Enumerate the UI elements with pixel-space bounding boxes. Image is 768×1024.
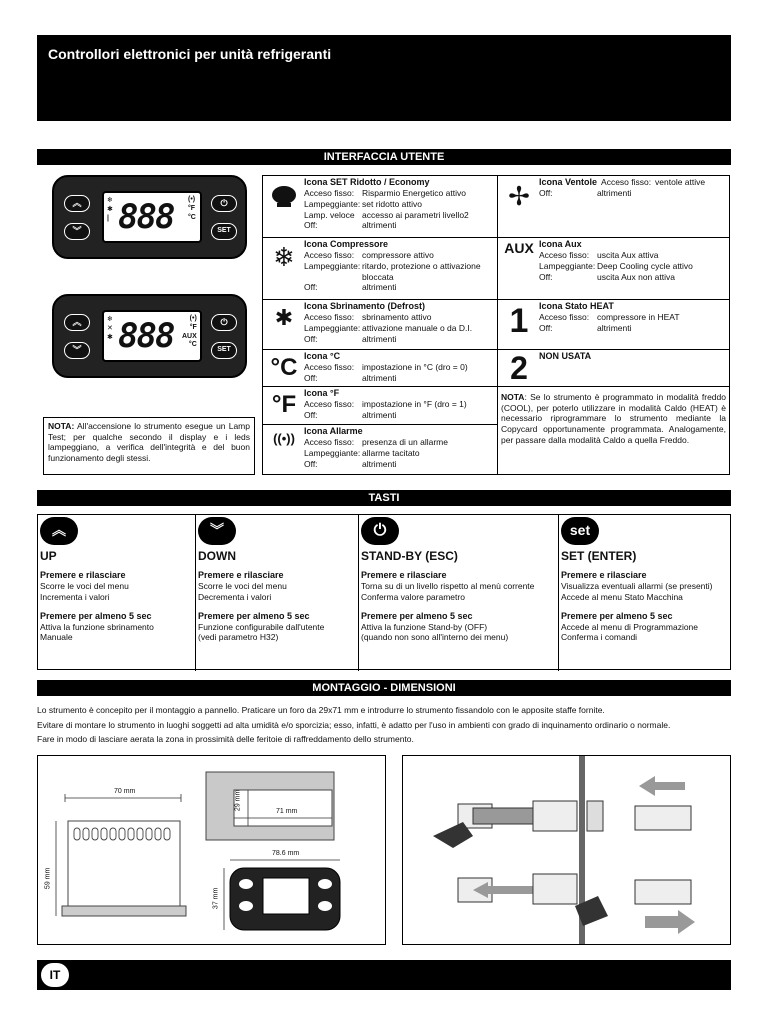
unused-icon: 2 [510, 350, 528, 386]
page-header [37, 35, 731, 121]
display-icons-right: (•) °F °C [188, 196, 196, 221]
alarm-icon: ((•)) [273, 430, 295, 446]
section-bar-mounting: MONTAGGIO - DIMENSIONI [37, 680, 731, 696]
dim-width-786: 78.6 mm [272, 850, 300, 857]
dimensions-drawing [38, 756, 385, 944]
mode-note: NOTA: Se lo strumento è programmato in modalità freddo (COOL), per poterlo utilizzare in modalità Caldo (HEAT) è necessario riprogrammare lo strumento mediante la Copycard opportunamente programmata. Analogamente, per passare dalla modalità Caldo a quella Freddo. [501, 392, 726, 445]
standby-icon: ⏻ [361, 517, 399, 545]
icon-row-economy: Icona SET Ridotto / Economy Acceso fisso: Risparmio Energetico attivo Lampeggiante: set ridotto attivo Lamp. veloce accesso ai parametri livello2 Off: altrimenti [263, 176, 497, 238]
aux-icon: AUX [504, 240, 534, 257]
device-display [102, 310, 202, 362]
dim-height-59: 59 mm [44, 867, 52, 890]
dim-height-37: 37 mm [212, 887, 220, 910]
device-display [102, 191, 202, 243]
up-button[interactable]: ︽ [64, 314, 90, 331]
standby-button[interactable]: ⏻ [211, 195, 237, 212]
key-down: ︾ DOWN Premere e rilasciare Scorre le voci del menu Decrementa i valori Premere per almeno 5 sec Funzione configurabile dall'utente (vedi parametro H32) [196, 515, 359, 671]
dim-width-71: 71 mm [276, 808, 298, 815]
icon-row-celsius: °C Icona °C Acceso fisso: impostazione in °C (dro = 0) Off: altrimenti [263, 350, 497, 387]
economy-icon [265, 180, 303, 214]
icon-row-aux: AUX Icona Aux Acceso fisso: uscita Aux attiva Lampeggiante: Deep Cooling cycle attivo Off: uscita Aux non attiva [498, 238, 729, 300]
down-button[interactable]: ︾ [64, 342, 90, 359]
key-standby: ⏻ STAND-BY (ESC) Premere e rilasciare Torna su di un livello rispetto al menù corrente Conferma valore parametro Premere per almeno 5 sec Attiva la funzione Stand-by (OFF) (quando non sono all'interno dei menu) [359, 515, 559, 671]
icon-row-unused: 2 NON USATA [498, 350, 729, 387]
display-icons-left: ❄ ✕ ✱ [107, 316, 113, 341]
page-title: Controllori elettronici per unità refrigeranti [48, 46, 332, 62]
key-set: set SET (ENTER) Premere e rilasciare Visualizza eventuali allarmi (se presenti) Accede al menu Stato Macchina Premere per almeno 5 sec Accede al menu di Programmazione Conferma i comandi [559, 515, 730, 671]
defrost-icon: ✱ [274, 305, 294, 331]
standby-button[interactable]: ⏻ [211, 314, 237, 331]
dim-width-70: 70 mm [114, 788, 136, 795]
controller-device-2 [52, 294, 247, 378]
dim-height-29: 29 mm [234, 789, 242, 812]
section-bar-interface: INTERFACCIA UTENTE [37, 149, 731, 165]
down-button[interactable]: ︾ [64, 223, 90, 240]
display-digits: 888 [118, 316, 174, 356]
controller-device-1 [52, 175, 247, 259]
icon-row-fan: ✢ Icona Ventole Acceso fisso: ventole attive Off: altrimenti [498, 176, 729, 238]
set-button[interactable]: SET [211, 223, 237, 240]
up-button[interactable]: ︽ [64, 195, 90, 212]
fahrenheit-icon: °F [271, 391, 297, 418]
icon-row-compressor: ❄ Icona Compressore Acceso fisso: compressore attivo Lampeggiante: ritardo, protezione o attivazione bloccata Off: altrimenti [263, 238, 497, 300]
heat-icon: 1 [509, 301, 529, 340]
set-button[interactable]: SET [211, 342, 237, 359]
page-footer [37, 960, 731, 990]
display-digits: 888 [118, 197, 174, 237]
mounting-text: Lo strumento è concepito per il montaggio a pannello. Praticare un foro da 29x71 mm e introdurre lo strumento fissandolo con le apposite staffe fornite. Evitare di montare lo strumento in luoghi soggetti ad alta umidità e/o sporcizia; esso, infatti, è adatto per l'uso in ambienti con grado di inquinamento ordinario o normale. Fare in modo di lasciare aerata la zona in prossimità delle feritoie di raffreddamento dello strumento. [37, 705, 671, 744]
installation-figure [402, 755, 731, 945]
display-icons-left: ❄ ✱ | [107, 197, 113, 222]
up-chevron-icon: ︽ [40, 517, 78, 545]
icon-table [262, 175, 730, 475]
display-icons-right: (•) °F AUX °C [182, 315, 197, 349]
dimensions-figure [37, 755, 386, 945]
fan-icon: ✢ [508, 180, 530, 211]
down-chevron-icon: ︾ [198, 517, 236, 545]
icon-row-heat: 1 Icona Stato HEAT Acceso fisso: compressore in HEAT Off: altrimenti [498, 300, 729, 350]
icon-row-fahrenheit: °F Icona °F Acceso fisso: impostazione in °F (dro = 1) Off: altrimenti [263, 387, 497, 425]
key-up: ︽ UP Premere e rilasciare Scorre le voci del menu Incrementa i valori Premere per almeno 5 sec Attiva la funzione sbrinamento Manuale [38, 515, 196, 671]
icon-row-alarm: ((•)) Icona Allarme Acceso fisso: presenza di un allarme Lampeggiante: allarme tacitato Off: altrimenti [263, 425, 497, 474]
installation-drawing [403, 756, 730, 944]
set-icon: set [561, 517, 599, 545]
icon-row-defrost: ✱ Icona Sbrinamento (Defrost) Acceso fisso: sbrinamento attivo Lampeggiante: attivazione manuale o da D.I. Off: altrimenti [263, 300, 497, 350]
celsius-icon: °C [270, 354, 298, 381]
keys-table [37, 514, 731, 670]
section-bar-keys: TASTI [37, 490, 731, 506]
language-badge: IT [41, 963, 69, 987]
compressor-icon: ❄ [273, 241, 295, 272]
lamp-test-note: NOTA: All'accensione lo strumento esegue un Lamp Test; per qualche secondo il display e i leds lampeggiano, a verifica dell'integrità e del buon funzionamento degli stessi. [43, 417, 255, 475]
